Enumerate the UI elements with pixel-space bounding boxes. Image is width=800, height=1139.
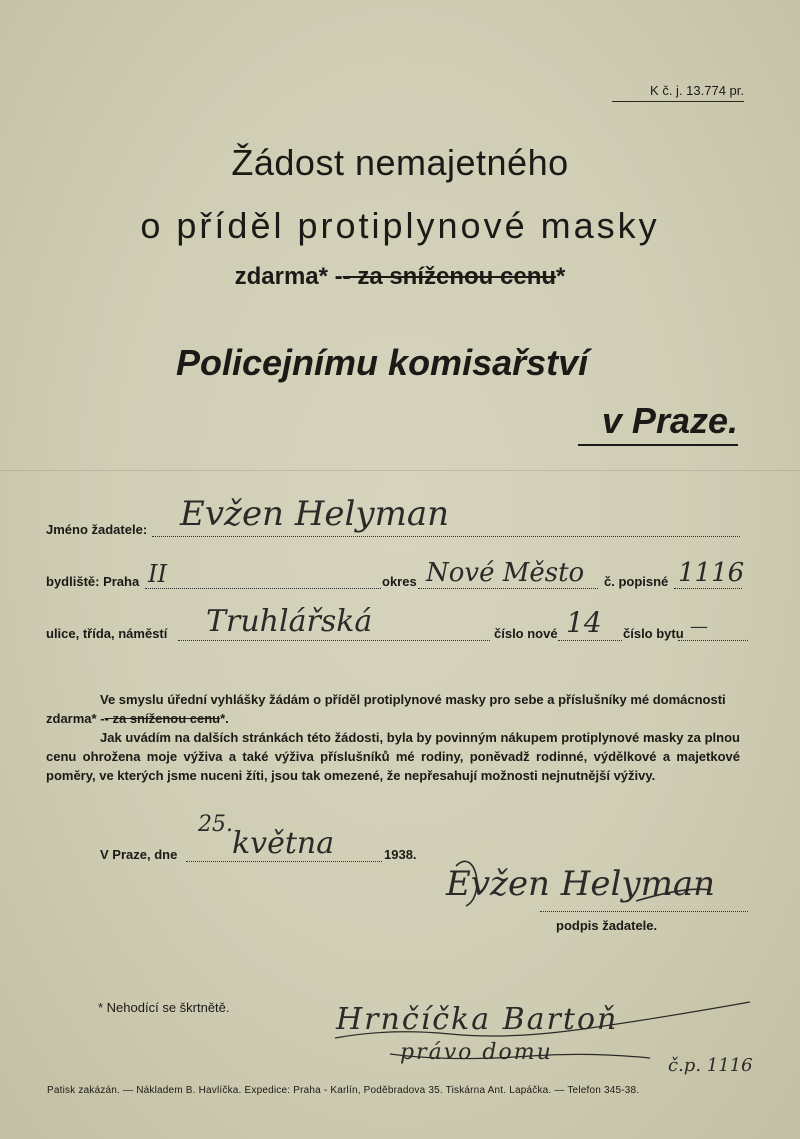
signature-flourish [446, 846, 716, 916]
house-number-line [674, 588, 742, 589]
body-paragraph-1b [46, 709, 446, 728]
annotation-line-1: Hrnčíčka Bartoň [336, 1002, 619, 1037]
signature-line [540, 911, 748, 912]
applicant-signature[interactable]: Evžen Helyman [446, 864, 716, 904]
district-value[interactable]: Nové Město [426, 558, 585, 588]
option-free: zdarma* - [46, 711, 105, 726]
name-label: Jméno žadatele: [46, 522, 148, 537]
body-paragraph-2: Jak uvádím na dalších stránkách této žádosti, byla by povinným nákupem protiplynové masky za plnou cenu ohrožena moje výživa a také výživa příslušníků mé rodiny, poněvadž rodinné, výdělkové a majetkové poměry, ve kterých jsme nuceni žíti, jsou tak omezené, že nepřesahují možnosti nejnutnější výživy. [46, 730, 740, 783]
residence-label: bydliště: Praha [46, 574, 140, 589]
option-free: zdarma* - [234, 263, 343, 290]
reference-number: K č. j. 13.774 pr. [612, 83, 744, 102]
annotation-line-2: právo domu [400, 1040, 553, 1065]
street-value[interactable]: Truhlářská [206, 604, 373, 639]
date-prefix: V Praze, dne [100, 847, 178, 862]
name-line [152, 536, 740, 537]
date-line [186, 861, 382, 862]
street-label: ulice, třída, náměstí [46, 626, 168, 641]
date-year: 1938. [384, 847, 417, 862]
option-reduced-struck: - za sníženou cenu [104, 711, 221, 726]
date-day[interactable]: 25. [198, 812, 233, 837]
option-reduced-struck: - za sníženou cenu [342, 263, 557, 290]
printer-footer: Patisk zakázán. — Nákladem B. Havlíčka. Expedice: Praha - Karlín, Poděbradova 35. Tiskárna Ant. Lapáčka. — Telefon 345-38. [47, 1085, 640, 1096]
new-number-value[interactable]: 14 [566, 606, 602, 639]
signature-label: podpis žadatele. [556, 918, 658, 933]
authority-line-1: Policejnímu komisařství [176, 342, 589, 383]
flat-number-value[interactable]: — [690, 616, 708, 637]
residence-line [145, 588, 381, 589]
annotation-line-3: č.p. 1116 [668, 1055, 753, 1076]
district-label: okres [382, 574, 417, 589]
new-number-line [558, 640, 622, 641]
body-paragraph-1: Ve smyslu úřední vyhlášky žádám o příděl protiplynové masky pro sebe a příslušníky mé domácnosti [100, 692, 726, 707]
title-line-1: Žádost nemajetného [231, 142, 569, 183]
paper-fold [0, 470, 800, 471]
house-number-label: č. popisné [604, 574, 669, 589]
authority-line-2: v Praze. [578, 400, 738, 446]
flat-number-line [678, 640, 748, 641]
title-line-2: o příděl protiplynové masky [140, 205, 660, 246]
asterisk: * [556, 263, 566, 290]
house-number-value[interactable]: 1116 [678, 558, 745, 588]
flat-number-label: číslo bytu [623, 626, 684, 641]
name-value[interactable]: Evžen Helyman [180, 494, 450, 534]
residence-value[interactable]: II [148, 560, 167, 588]
asterisk: *. [220, 711, 229, 726]
street-line [178, 640, 490, 641]
title-line-3 [0, 263, 800, 291]
date-month[interactable]: května [232, 826, 335, 861]
footnote: * Nehodící se škrtnětě. [98, 1000, 230, 1015]
district-line [418, 588, 598, 589]
new-number-label: číslo nové [494, 626, 558, 641]
